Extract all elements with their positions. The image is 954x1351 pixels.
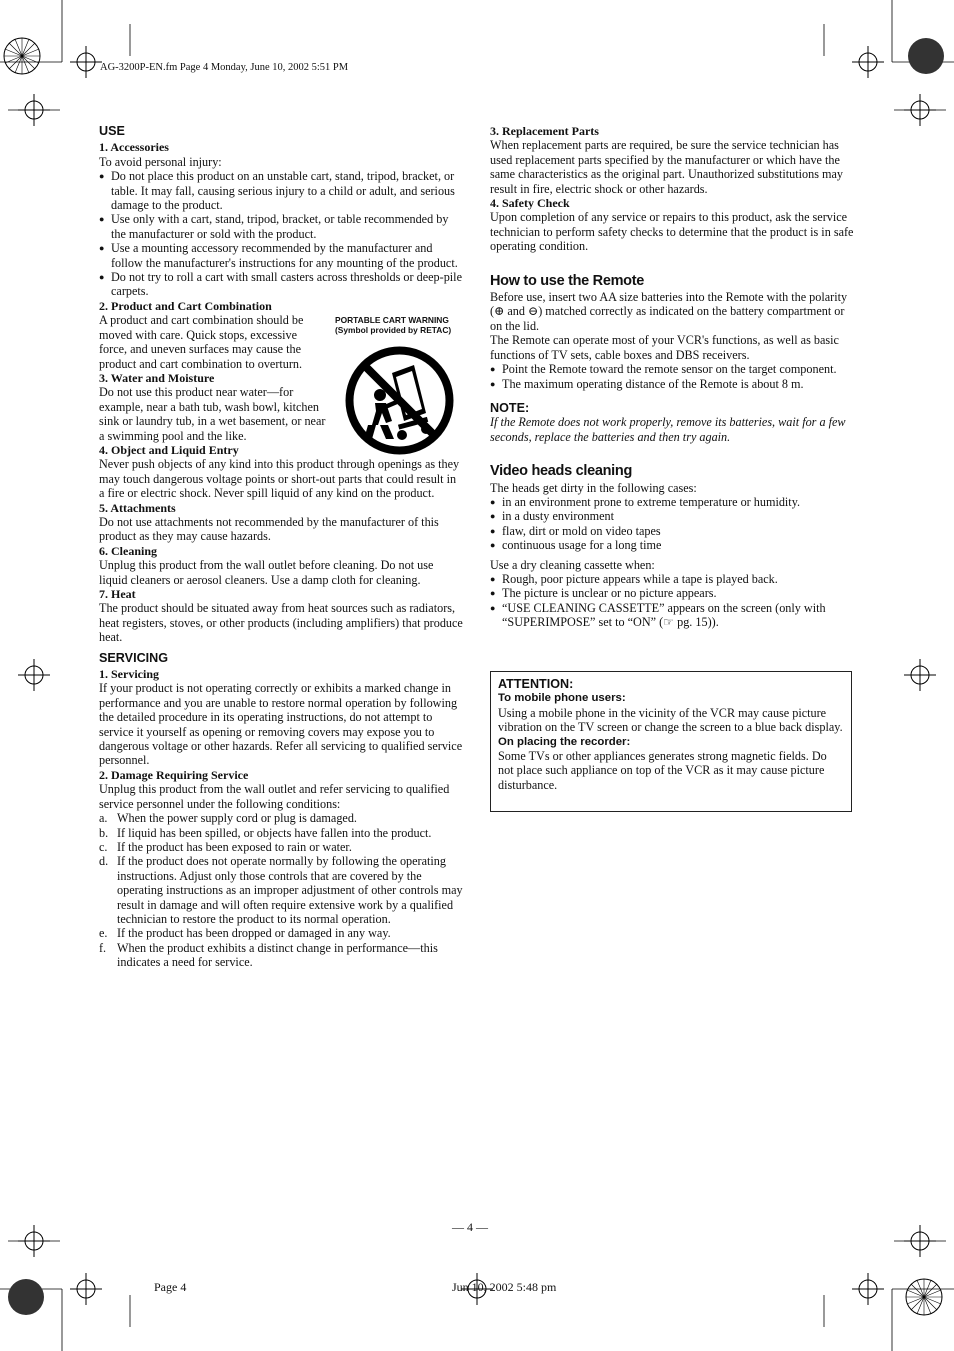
list-item: ● Rough, poor picture appears while a tape is played back. [490,572,854,586]
placing-text: Some TVs or other appliances generates strong magnetic fields. Do not place such appliance on top of the VCR as it may cause picture disturbance. [498,749,827,792]
damage-heading: 2. Damage Requiring Service [99,767,249,782]
list-item: ● flaw, dirt or mold on video tapes [490,524,854,538]
cleaning-heading: 6. Cleaning [99,543,158,558]
phone-heading: To mobile phone users: [498,692,626,705]
list-item: ● The maximum operating distance of the Remote is about 8 m. [490,377,854,391]
list-item: ● Use a mounting accessory recommended by the manufacturer and follow the manufacturer's instructions for any mounting of the product. [99,241,463,270]
damage-intro: Unplug this product from the wall outlet and refer servicing to qualified service personnel under the following conditions: [99,782,450,811]
heads-cases-list [490,495,854,553]
object-heading: 4. Object and Liquid Entry [99,442,239,457]
list-item: a. When the power supply cord or plug is damaged. [99,811,357,826]
cart-heading: 2. Product and Cart Combination [99,298,272,313]
accessories-intro: To avoid personal injury: [99,154,222,169]
heads-when-list [490,572,854,630]
accessories-heading: 1. Accessories [99,140,169,155]
heat-heading: 7. Heat [99,587,136,601]
plus-polarity-icon: ⊕ [494,304,505,319]
use-heading: USE [99,124,125,138]
placing-heading: On placing the recorder: [498,735,631,748]
note-text: If the Remote does not work properly, remove its batteries, wait for a few seconds, replace the batteries and then try again. [490,415,846,444]
attachments-heading: 5. Attachments [99,500,176,515]
replacement-text: When replacement parts are required, be sure the service technician has used replacement parts specified by the manufacturer or which have the same characteristics as the original part. Unauthorized substitutions may result in fire, electric shock or other hazards. [490,138,843,196]
portable-cart-warning-icon [342,343,457,458]
list-item: ● “USE CLEANING CASSETTE” appears on the screen (only with “SUPERIMPOSE” set to “ON” (☞ pg. 15)). [490,601,854,630]
cart-text-block [99,299,327,443]
header-file-info: AG-3200P-EN.fm Page 4 Monday, June 10, 2002 5:51 PM [100,62,349,73]
replacement-heading: 3. Replacement Parts [490,124,599,138]
attention-heading: ATTENTION: [498,677,574,691]
attachments-text: Do not use attachments not recommended by the manufacturer of this product as they may cause hazards. [99,514,439,544]
remote-heading: How to use the Remote [490,272,645,289]
list-item: f. When the product exhibits a distinct change in performance—this indicates a need for service. [99,940,438,970]
servicing-heading: SERVICING [99,650,169,665]
heat-text: The product should be situated away from heat sources such as radiators, heat registers, stoves, or other products (including amplifiers) that produce heat. [99,601,463,645]
minus-polarity-icon: ⊖ [527,304,539,319]
list-item: ● Point the Remote toward the remote sensor on the target component. [490,362,854,376]
footer-timestamp: Jun 10, 2002 5:48 pm [452,1280,557,1294]
list-item: ● continuous usage for a long time [490,538,854,552]
heads-intro-2: Use a dry cleaning cassette when: [490,557,655,572]
footer-page-label: Page 4 [154,1280,187,1294]
damage-list [99,811,463,969]
heads-heading: Video heads cleaning [490,463,633,480]
phone-text: Using a mobile phone in the vicinity of the VCR may cause picture vibration on the TV screen or change the screen to a blue back display. [498,705,843,735]
note-heading: NOTE: [490,400,530,415]
servicing-sub-heading: 1. Servicing [99,667,159,682]
list-item: ● Do not place this product on an unstable cart, stand, tripod, bracket, or table. It may fall, causing serious injury to a child or adult, and serious damage to the product. [99,169,463,212]
attention-box [490,671,852,812]
list-item: e. If the product has been dropped or damaged in any way. [99,926,391,941]
accessories-list [99,169,463,299]
safety-text: Upon completion of any service or repairs to this product, ask the service technician to perform safety checks to determine that the product is in safe operating condition. [490,210,854,254]
servicing-text: If your product is not operating correctly or exhibits a marked change in performance and you are unable to restore normal operation by following the detailed procedure in its operating instructions, do not attempt to service it yourself as opening or removing covers may expose you to dangerous voltage or other hazards. Refer all servicing to qualified service personnel. [99,681,463,768]
cart-text: A product and cart combination should be moved with care. Quick stops, excessive force, and uneven surfaces may cause the product and cart combination to overturn. [99,313,304,371]
left-column [99,124,463,970]
object-text: Never push objects of any kind into this product through openings as they may touch dangerous voltage points or short-out parts that could result in a fire or electric shock. Never spill liquid of any kind on the product. [99,457,460,501]
remote-paragraph-2: The Remote can operate most of your VCR's functions, as well as basic functions of TV sets, cable boxes and DBS receivers. [490,333,839,362]
list-item: ● The picture is unclear or no picture appears. [490,586,854,600]
right-column [490,124,854,630]
list-item: ● in an environment prone to extreme temperature or humidity. [490,495,854,509]
list-item: c. If the product has been exposed to rain or water. [99,839,352,854]
remote-list [490,362,854,391]
cleaning-text: Unplug this product from the wall outlet before cleaning. Do not use liquid cleaners or aerosol cleaners. Use a damp cloth for cleaning. [99,558,434,587]
water-text: Do not use this product near water—for example, near a bath tub, wash bowl, kitchen sink or laundry tub, in a wet basement, or near a swimming pool and the like. [99,385,326,443]
list-item: b. If liquid has been spilled, or objects have fallen into the product. [99,825,432,840]
heads-intro: The heads get dirty in the following cases: [490,480,697,495]
remote-paragraph-1: Before use, insert two AA size batteries into the Remote with the polarity (⊕ and ⊖) matched correctly as indicated on the battery compartment or on the lid. [490,290,848,333]
list-item: ● in a dusty environment [490,509,854,523]
list-item: d. If the product does not operate normally by following the operating instructions. Adjust only those controls that are covered by the operating instructions as an improper adjustment of other controls may result in damage and will often require extensive work by a qualified technician to restore the product to its normal operation. [99,854,463,926]
water-heading: 3. Water and Moisture [99,370,215,385]
list-item: ● Use only with a cart, stand, tripod, bracket, or table recommended by the manufacturer or sold with the product. [99,212,463,241]
cart-warning-label: PORTABLE CART WARNING (Symbol provided by RETAC) [335,315,452,335]
list-item: ● Do not try to roll a cart with small casters across thresholds or deep-pile carpets. [99,270,463,299]
safety-heading: 4. Safety Check [490,196,570,211]
page-number: — 4 — [452,1220,488,1234]
